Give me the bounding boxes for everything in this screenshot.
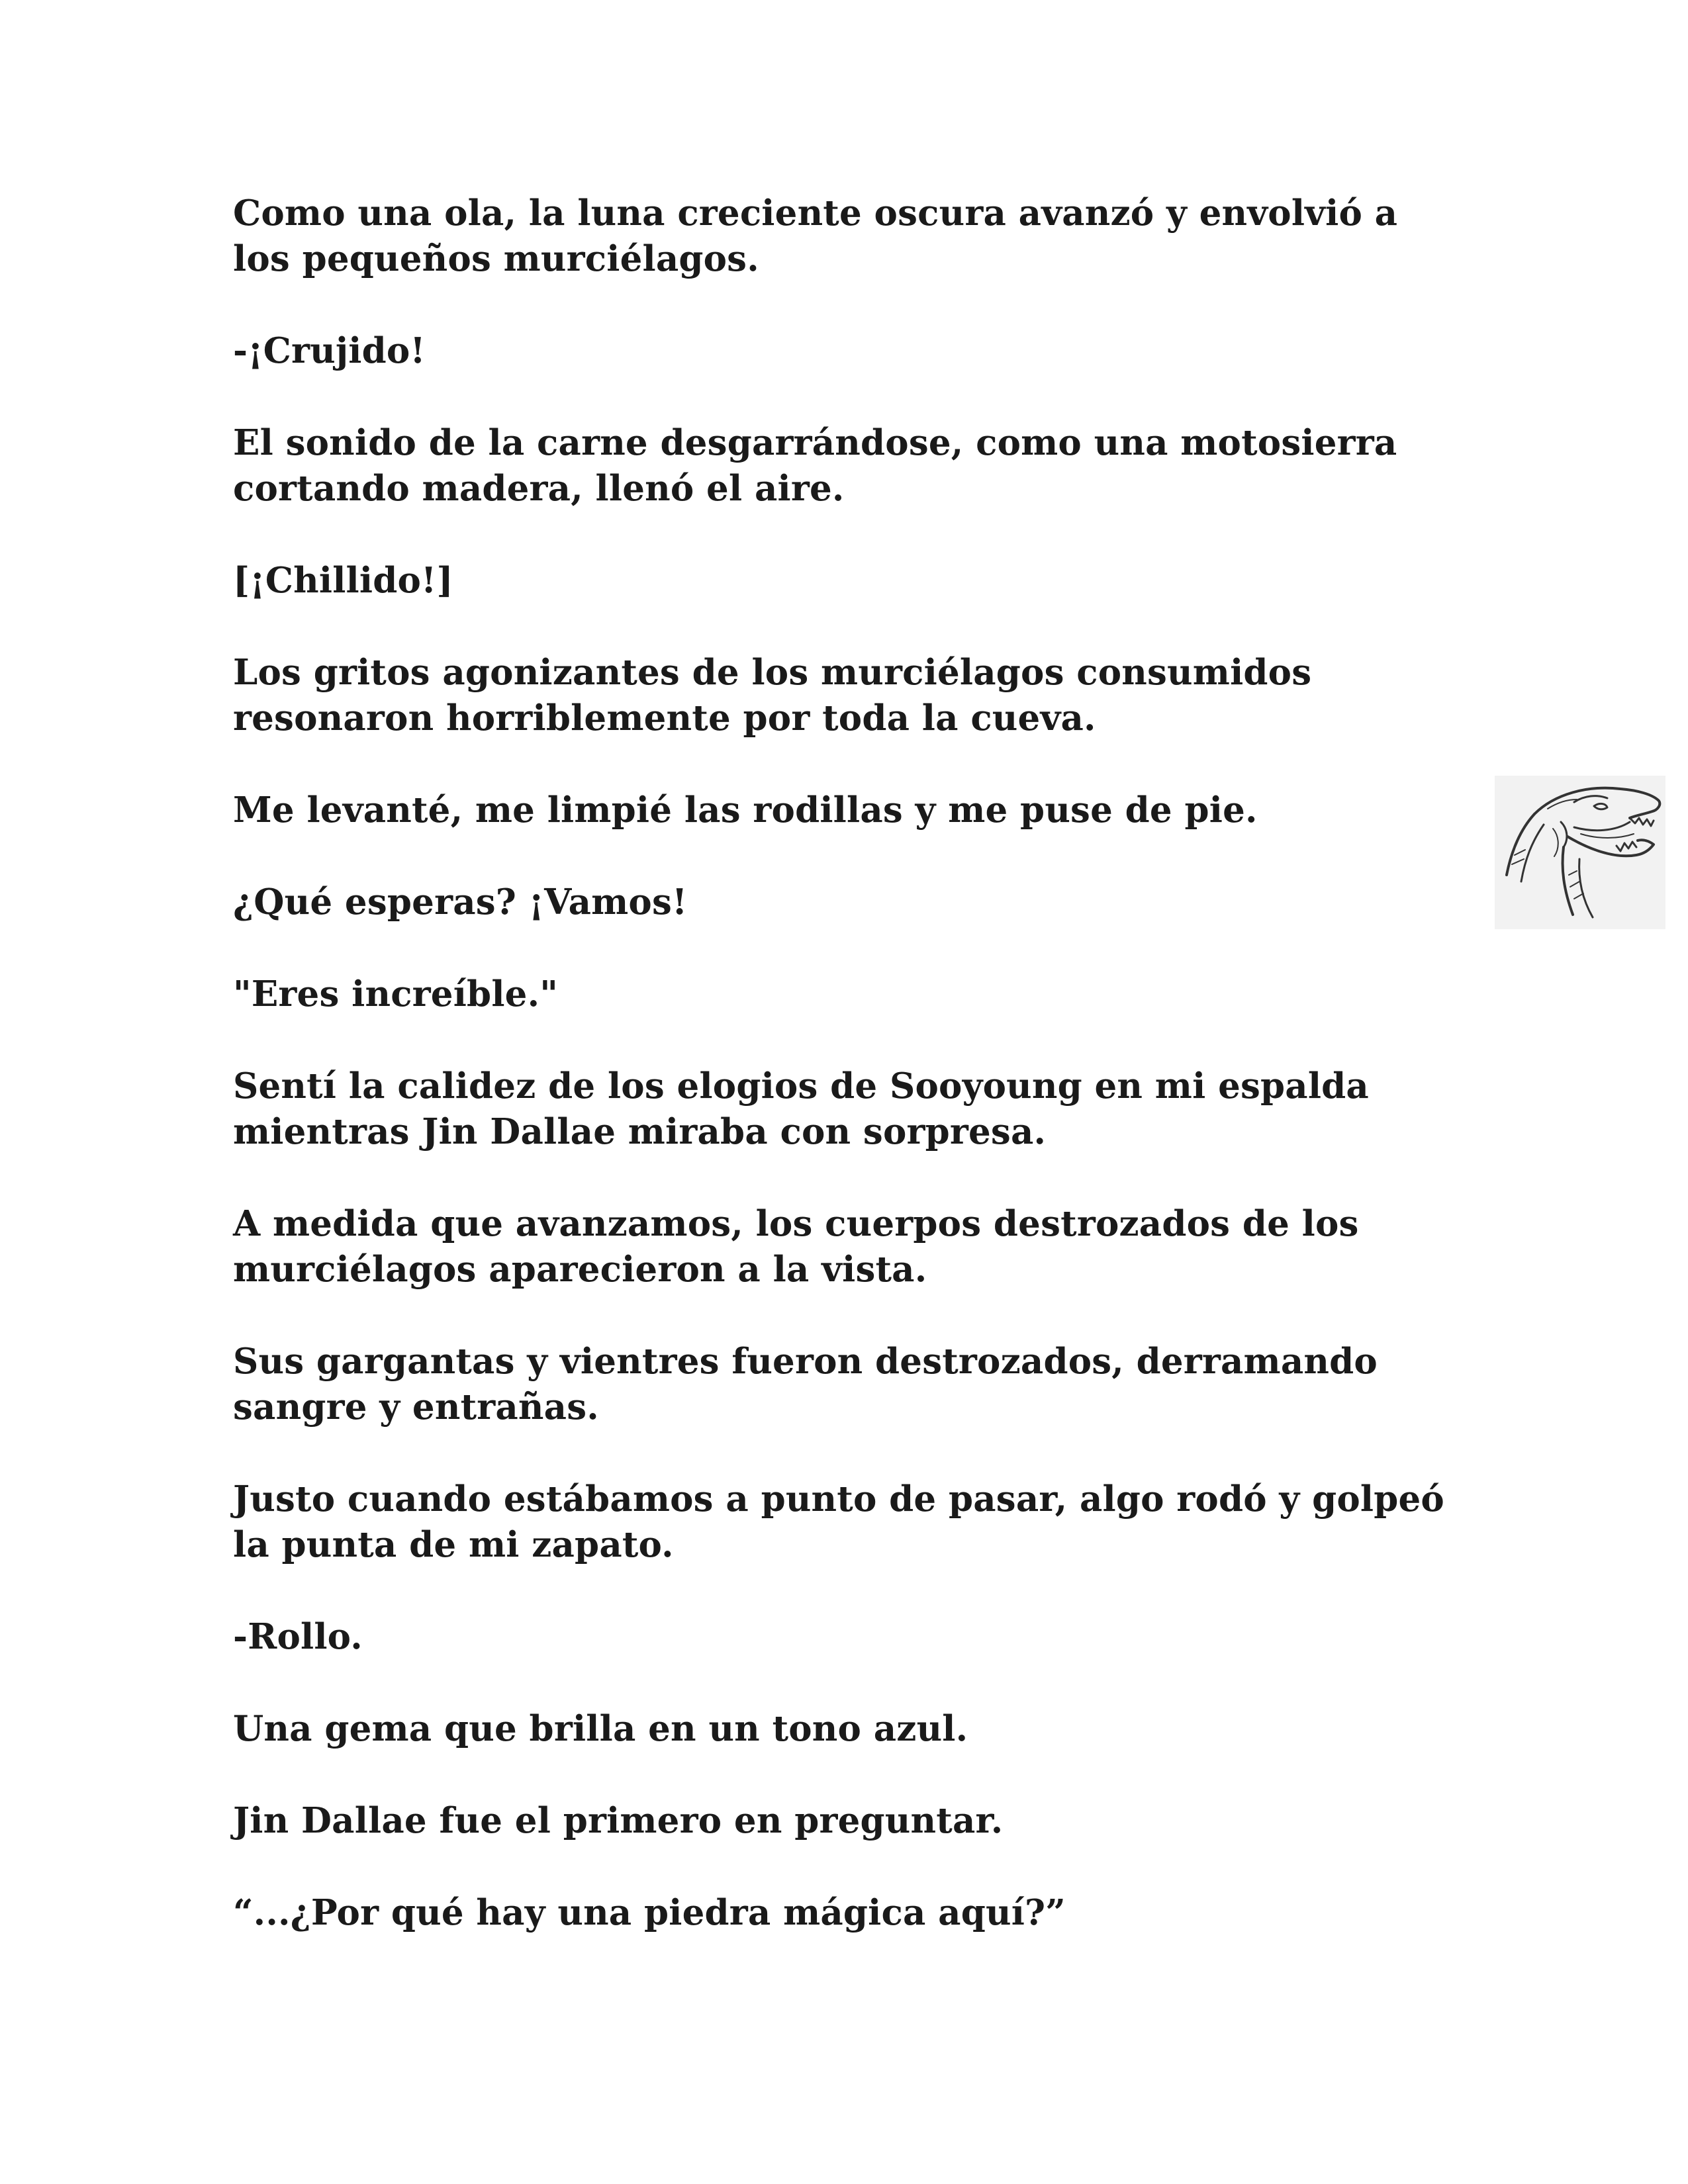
paragraph: A medida que avanzamos, los cuerpos destrozados de los murciélagos aparecieron a la vista. [233, 1203, 1359, 1290]
paragraph: -¡Crujido! [233, 330, 426, 371]
paragraph: Una gema que brilla en un tono azul. [233, 1708, 968, 1749]
paragraph: Jin Dallae fue el primero en preguntar. [233, 1800, 1004, 1841]
paragraph: [¡Chillido!] [233, 560, 453, 601]
paragraph: -Rollo. [233, 1616, 363, 1657]
paragraph: Justo cuando estábamos a punto de pasar, algo rodó y golpeó la punta de mi zapato. [233, 1479, 1444, 1565]
dinosaur-head-sketch-icon [1495, 776, 1665, 929]
paragraph: El sonido de la carne desgarrándose, como una motosierra cortando madera, llenó el aire. [233, 422, 1397, 509]
paragraph: Me levanté, me limpié las rodillas y me puse de pie. [233, 790, 1258, 831]
paragraph: "Eres increíble." [233, 974, 559, 1015]
paragraph: Sentí la calidez de los elogios de Sooyoung en mi espalda mientras Jin Dallae miraba con sorpresa. [233, 1066, 1369, 1152]
paragraph: “...¿Por qué hay una piedra mágica aquí?” [233, 1892, 1066, 1933]
paragraph: ¿Qué esperas? ¡Vamos! [233, 882, 688, 923]
paragraph: Sus gargantas y vientres fueron destrozados, derramando sangre y entrañas. [233, 1341, 1378, 1428]
paragraph: Los gritos agonizantes de los murciélagos consumidos resonaron horriblemente por toda la cueva. [233, 652, 1312, 739]
paragraph: Como una ola, la luna creciente oscura avanzó y envolvió a los pequeños murciélagos. [233, 193, 1398, 279]
story-text [233, 191, 1477, 1982]
